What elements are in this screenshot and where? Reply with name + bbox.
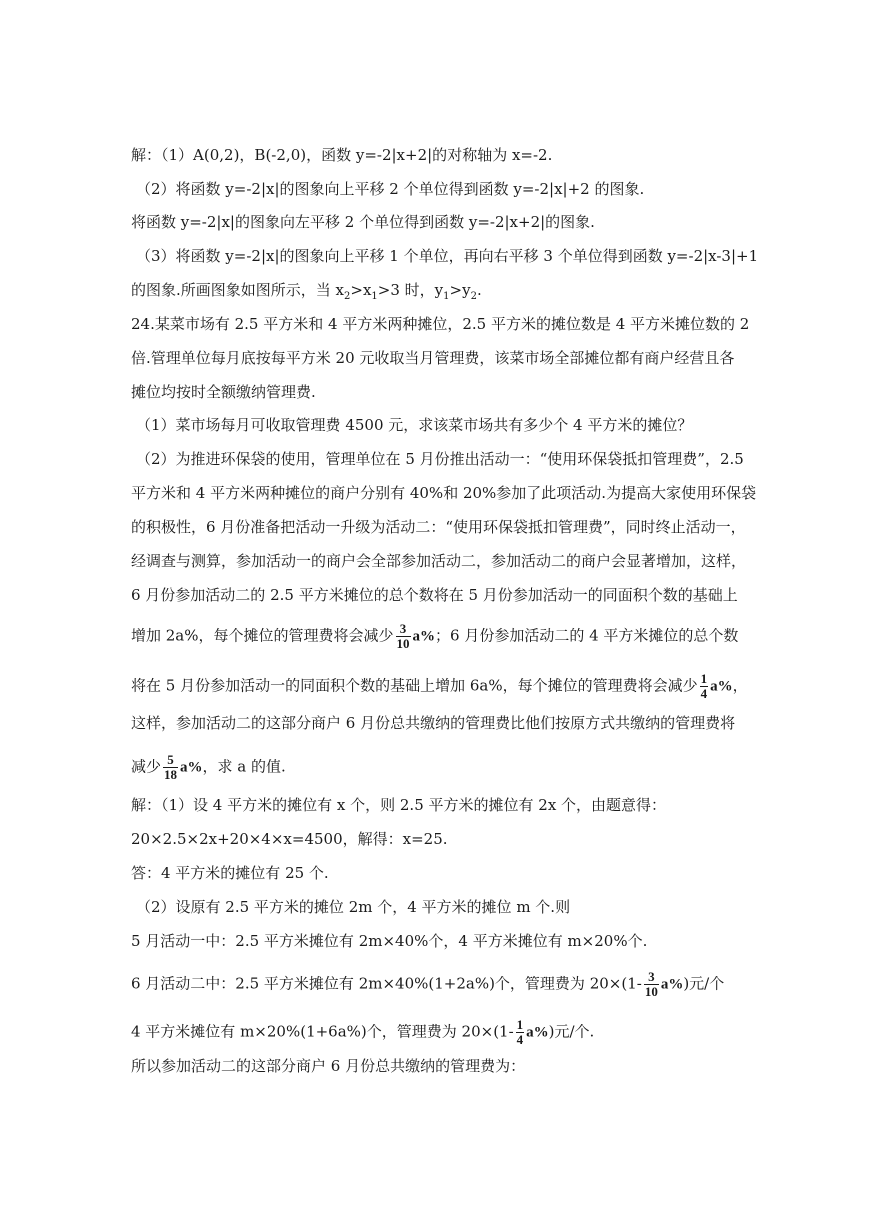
text-line <box>131 280 741 300</box>
text-line: 将函数 y=-2|x|的图象向左平移 2 个单位得到函数 y=-2|x+2|的图象. <box>131 213 595 231</box>
text-span: )元/个. <box>548 1022 595 1041</box>
text-line: 解：（1）A(0,2)，B(-2,0)，函数 y=-2|x+2|的对称轴为 x=-2. <box>131 146 553 164</box>
text-span: ，求 a 的值. <box>202 757 286 776</box>
fraction-denominator: 18 <box>164 767 178 782</box>
fraction-denominator: 10 <box>644 984 658 999</box>
text-line: 6 月份参加活动二的 2.5 平方米摊位的总个数将在 5 月份参加活动一的同面积个数的基础上 <box>131 586 738 604</box>
text-line <box>131 1018 741 1047</box>
text-line <box>131 753 741 782</box>
subscript: 2 <box>344 291 351 302</box>
fraction-numerator: 3 <box>644 970 659 985</box>
subscript: 1 <box>371 291 378 302</box>
text-line: 倍.管理单位每月底按每平方米 20 元收取当月管理费，该菜市场全部摊位都有商户经营且各 <box>131 349 735 367</box>
text-span: ；6 月份参加活动二的 4 平方米摊位的总个数 <box>435 626 739 645</box>
text-line: 5 月活动一中：2.5 平方米摊位有 2m×40%个，4 平方米摊位有 m×20%个. <box>131 932 648 950</box>
text-span: >y <box>449 281 471 299</box>
text-span: )元/个 <box>683 974 725 993</box>
percent-a: a% <box>180 759 203 776</box>
fraction <box>516 1018 525 1047</box>
text-span: 减少 <box>131 757 162 776</box>
fraction <box>163 753 178 782</box>
text-line <box>131 970 741 999</box>
text-span: 增加 2a%，每个摊位的管理费将会减少 <box>131 626 394 645</box>
fraction-numerator: 3 <box>396 622 411 637</box>
text-line: （1）菜市场每月可收取管理费 4500 元，求该菜市场共有多少个 4 平方米的摊位？ <box>136 416 693 434</box>
text-line: 答：4 平方米的摊位有 25 个. <box>131 864 329 882</box>
text-span: 4 平方米摊位有 m×20%(1+6a%)个，管理费为 20×(1- <box>131 1022 514 1041</box>
text-line: （2）将函数 y=-2|x|的图象向上平移 2 个单位得到函数 y=-2|x|+2 的图象. <box>136 180 645 198</box>
percent-a: a% <box>526 1024 549 1041</box>
text-line <box>131 622 741 651</box>
fraction-denominator: 4 <box>700 686 708 701</box>
subscript: 1 <box>443 291 450 302</box>
text-line: 平方米和 4 平方米两种摊位的商户分别有 40%和 20%参加了此项活动.为提高大家使用环保袋 <box>131 484 757 502</box>
text-line: 所以参加活动二的这部分商户 6 月份总共缴纳的管理费为： <box>131 1057 526 1075</box>
text-line: 解：（1）设 4 平方米的摊位有 x 个，则 2.5 平方米的摊位有 2x 个，由题意得： <box>131 796 667 814</box>
text-line: 的积极性，6 月份准备把活动一升级为活动二：“使用环保袋抵扣管理费”，同时终止活动一， <box>131 518 746 536</box>
text-line: （2）为推进环保袋的使用，管理单位在 5 月份推出活动一：“使用环保袋抵扣管理费”，2.5 <box>136 450 744 468</box>
text-span: . <box>476 281 482 299</box>
text-span: 的图象.所画图象如图所示，当 x <box>131 281 344 299</box>
text-line: （2）设原有 2.5 平方米的摊位 2m 个，4 平方米的摊位 m 个.则 <box>136 898 571 916</box>
fraction <box>700 672 709 701</box>
text-line: 20×2.5×2x+20×4×x=4500，解得：x=25. <box>131 830 448 848</box>
text-line: 经调查与测算，参加活动一的商户会全部参加活动二，参加活动二的商户会显著增加，这样， <box>131 552 747 570</box>
text-line: 这样，参加活动二的这部分商户 6 月份总共缴纳的管理费比他们按原方式共缴纳的管理费将 <box>131 714 736 732</box>
text-line <box>131 671 748 701</box>
percent-a: a% <box>660 976 684 993</box>
text-span: 6 月活动二中：2.5 平方米摊位有 2m×40%(1+2a%)个，管理费为 20×(1- <box>131 974 642 993</box>
fraction-denominator: 4 <box>516 1032 524 1047</box>
fraction-numerator: 1 <box>700 671 708 686</box>
problem-title: 24.某菜市场有 2.5 平方米和 4 平方米两种摊位，2.5 平方米的摊位数是 4 平方米摊位数的 2 <box>131 315 750 333</box>
fraction-numerator: 5 <box>163 753 178 768</box>
fraction-numerator: 1 <box>516 1017 524 1032</box>
fraction <box>396 622 411 651</box>
fraction-denominator: 10 <box>396 636 410 651</box>
text-line: （3）将函数 y=-2|x|的图象向上平移 1 个单位，再向右平移 3 个单位得到函数 y=-2|x-3|+1 <box>136 247 759 265</box>
text-line: 摊位均按时全额缴纳管理费. <box>131 383 316 401</box>
fraction <box>644 970 659 999</box>
text-span: >x <box>350 281 372 299</box>
text-span: ， <box>732 676 748 695</box>
percent-a: a% <box>710 678 733 695</box>
percent-a: a% <box>412 628 436 645</box>
text-span: >3 时，y <box>377 281 444 299</box>
subscript: 2 <box>470 291 477 302</box>
text-span: 将在 5 月份参加活动一的同面积个数的基础上增加 6a%，每个摊位的管理费将会减少 <box>131 676 698 695</box>
